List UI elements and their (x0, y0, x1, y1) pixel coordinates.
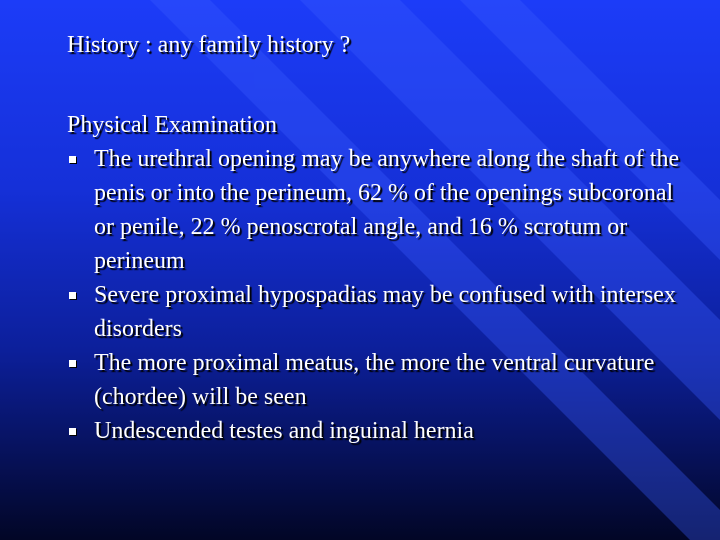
list-item (67, 278, 687, 346)
history-line: History : any family history ? (67, 32, 351, 58)
list-item (67, 142, 687, 278)
bullet-text: The urethral opening may be anywhere along the shaft of the penis or into the perineum, 62 % of the openings subcoronal or penile, 22 % penoscrotal angle, and 16 % scrotum or perineum (94, 146, 680, 274)
list-item (67, 414, 687, 448)
square-bullet-icon (69, 428, 76, 435)
bullet-text: Undescended testes and inguinal hernia (94, 418, 474, 444)
bullet-text: The more proximal meatus, the more the ventral curvature (chordee) will be seen (94, 350, 655, 410)
square-bullet-icon (69, 156, 76, 163)
square-bullet-icon (69, 292, 76, 299)
section-heading: Physical Examination (67, 112, 277, 138)
bullet-list (67, 142, 687, 448)
slide-content (67, 28, 687, 448)
square-bullet-icon (69, 360, 76, 367)
list-item (67, 346, 687, 414)
bullet-text: Severe proximal hypospadias may be confused with intersex disorders (94, 282, 676, 342)
